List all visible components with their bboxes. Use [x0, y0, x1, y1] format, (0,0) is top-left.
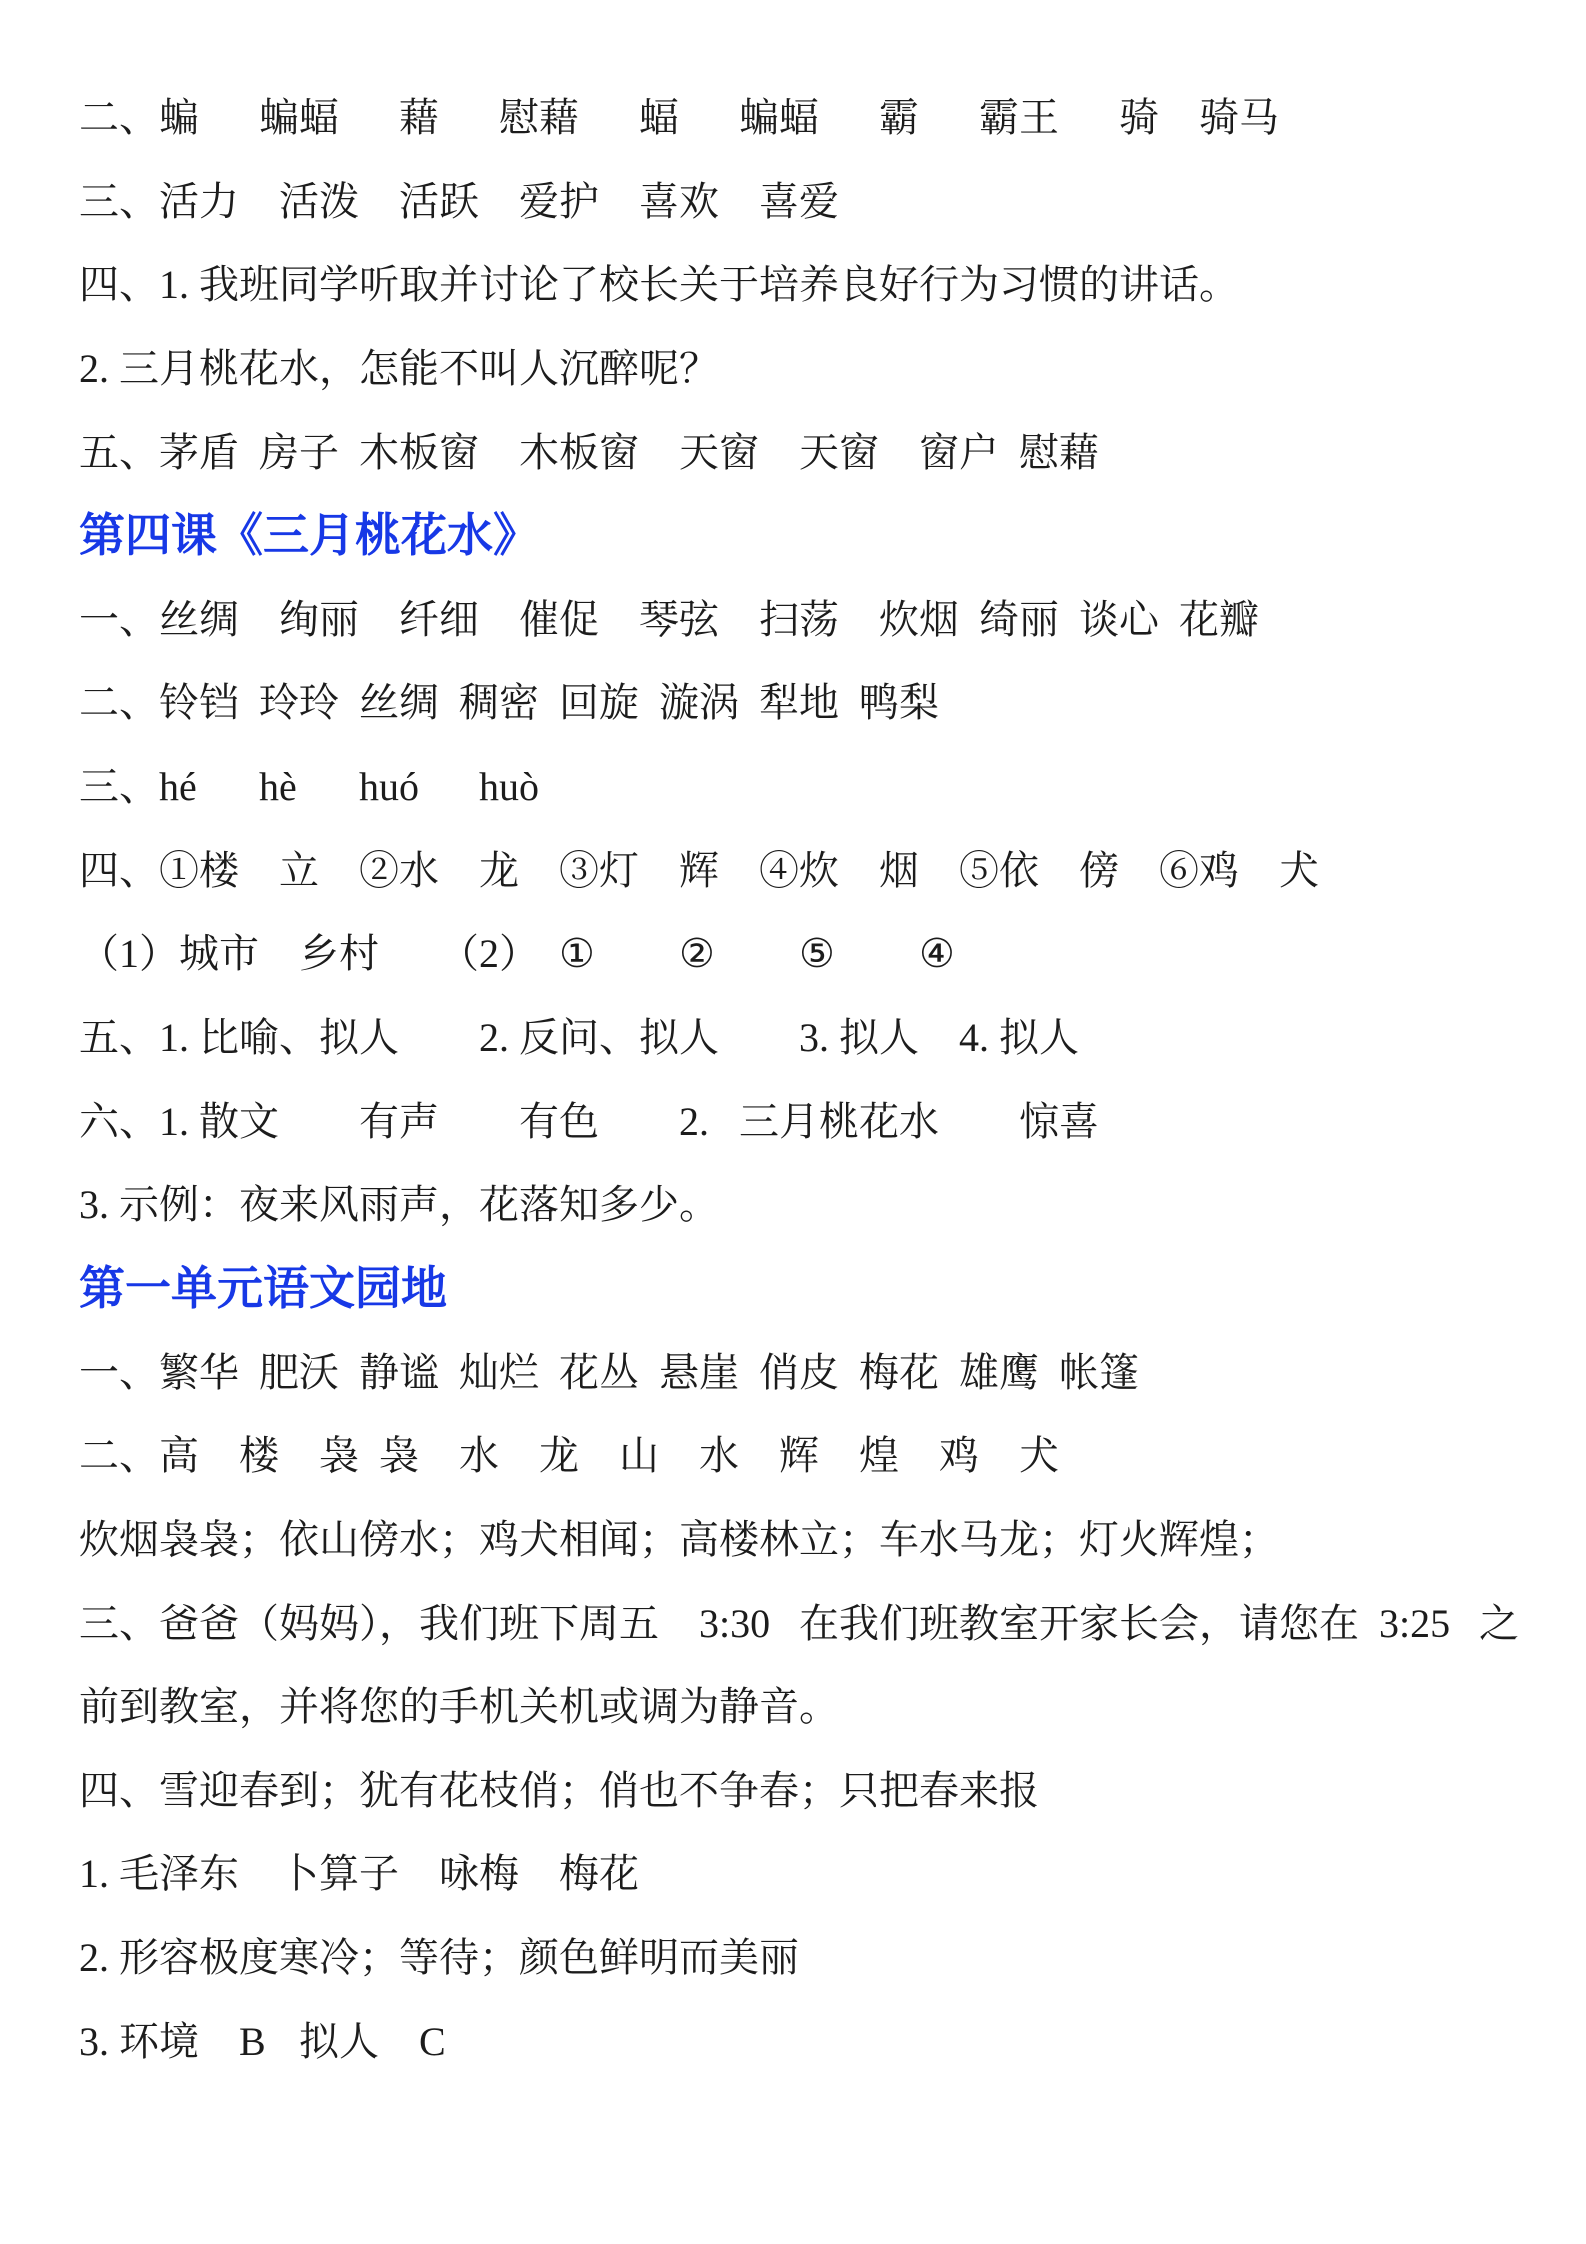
item-number: 2.	[79, 345, 109, 391]
answer-word: 爱护	[519, 178, 599, 224]
answer-word: 拟人	[839, 1015, 919, 1061]
answer-text: 在我们班教室开家长会，请您在	[799, 1600, 1359, 1646]
answer-word: 活跃	[399, 178, 479, 224]
answer-word: 比喻、拟人	[199, 1015, 399, 1061]
answer-line	[79, 160, 1559, 244]
answer-word: 傍	[1079, 847, 1119, 893]
answer-line	[79, 76, 1559, 160]
answer-word: ⑤依	[959, 847, 1039, 893]
question-label: 一、	[79, 596, 159, 642]
item-number: 3.	[799, 1015, 829, 1061]
answer-line	[79, 745, 1559, 829]
answer-line	[79, 829, 1559, 913]
answer-word: 丝绸	[359, 680, 439, 726]
question-label: 六、	[79, 1098, 159, 1144]
answer-word: 立	[279, 847, 319, 893]
answer-line	[79, 1749, 1559, 1833]
answer-word: 烟	[879, 847, 919, 893]
question-label: 三、	[79, 764, 159, 810]
lesson-4-answers	[79, 494, 1559, 1247]
answer-text: 炊烟袅袅；依山傍水；鸡犬相闻；高楼林立；车水马龙；灯火辉煌；	[79, 1516, 1279, 1562]
item-number: 1.	[79, 1851, 109, 1897]
item-number: 2.	[79, 1935, 109, 1981]
answer-choice: C	[419, 2018, 446, 2064]
question-label: 三、	[79, 1600, 159, 1646]
answer-line	[79, 411, 1559, 495]
answer-word: 绮丽	[979, 596, 1059, 642]
pinyin-answer: hè	[259, 764, 297, 810]
item-number: 3.	[79, 2018, 109, 2064]
answer-word: 琴弦	[639, 596, 719, 642]
answer-text: 我班同学听取并讨论了校长关于培养良好行为习惯的讲话。	[199, 262, 1239, 308]
answer-choice: B	[239, 2018, 266, 2064]
answer-word: 煌	[859, 1433, 899, 1479]
answer-word: 鸡	[939, 1433, 979, 1479]
answer-line	[79, 243, 1559, 327]
answer-word: 乡村	[299, 931, 379, 977]
answer-word: 卜算子	[279, 1851, 399, 1897]
answer-line	[79, 2000, 1559, 2084]
question-label: 四、	[79, 1767, 159, 1813]
answer-word: 炊烟	[879, 596, 959, 642]
answer-word: 喜爱	[759, 178, 839, 224]
answer-text: 之	[1479, 1600, 1519, 1646]
answer-word: 肥沃	[259, 1349, 339, 1395]
answer-word: 三月桃花水	[739, 1098, 939, 1144]
answer-word: 花瓣	[1179, 596, 1259, 642]
answer-choice: ②	[679, 931, 715, 977]
answer-word: 犁地	[759, 680, 839, 726]
item-number: 3.	[79, 1182, 109, 1228]
answer-word: 窗户	[919, 429, 999, 475]
answer-word: 梅花	[859, 1349, 939, 1395]
answer-text: 示例：夜来风雨声，花落知多少。	[119, 1182, 719, 1228]
answer-word: 犬	[1019, 1433, 1059, 1479]
answer-word: 楼	[239, 1433, 279, 1479]
answer-word: 绚丽	[279, 596, 359, 642]
answer-word: 龙	[539, 1433, 579, 1479]
answer-word: 活泼	[279, 178, 359, 224]
answer-word: 喜欢	[639, 178, 719, 224]
answer-word: 蝙	[159, 95, 199, 140]
answer-word: 纤细	[399, 596, 479, 642]
answer-choice: ④	[919, 931, 955, 977]
question-label: 一、	[79, 1349, 159, 1395]
answer-word: ④炊	[759, 847, 839, 893]
answer-word: 霸	[879, 95, 919, 140]
answer-word: ②水	[359, 847, 439, 893]
answer-line	[79, 327, 1559, 411]
answer-word: 山	[619, 1433, 659, 1479]
lesson-heading: 第四课《三月桃花水》	[79, 510, 539, 562]
answer-word: 鸭梨	[859, 680, 939, 726]
pinyin-answer: hé	[159, 764, 197, 810]
answer-word: 稠密	[459, 680, 539, 726]
answer-word: 雄鹰	[959, 1349, 1039, 1395]
answer-word: 拟人	[999, 1015, 1079, 1061]
top-answer-section	[79, 76, 1559, 494]
answer-word: 梅花	[559, 1851, 639, 1897]
unit-heading: 第一单元语文园地	[79, 1262, 447, 1314]
answer-text: 形容极度寒冷；等待；颜色鲜明而美丽	[119, 1935, 799, 1981]
sub-question-label: （1）	[79, 931, 179, 977]
answer-line	[79, 1163, 1559, 1247]
answer-word: 蝠	[639, 95, 679, 140]
answer-word: 漩涡	[659, 680, 739, 726]
question-label: 四、	[79, 262, 159, 308]
item-number: 2.	[679, 1098, 709, 1144]
item-number: 1.	[159, 262, 189, 308]
question-label: 四、	[79, 847, 159, 893]
answer-document	[79, 76, 1559, 2083]
item-number: 4.	[959, 1015, 989, 1061]
answer-text: 爸爸（妈妈），我们班下周五	[159, 1600, 659, 1646]
answer-word: 霸王	[979, 95, 1059, 140]
answer-word: 慰藉	[1019, 429, 1099, 475]
answer-line	[79, 1665, 1559, 1749]
answer-word: 蝙蝠	[259, 95, 339, 140]
unit-1-garden-answers	[79, 1247, 1559, 2083]
item-number: 2.	[479, 1015, 509, 1061]
answer-word: 拟人	[299, 2018, 379, 2064]
question-label: 二、	[79, 95, 159, 140]
question-label: 二、	[79, 1433, 159, 1479]
answer-word: 反问、拟人	[519, 1015, 719, 1061]
answer-word: 静谧	[359, 1349, 439, 1395]
answer-choice: ⑤	[799, 931, 835, 977]
answer-word: 灿烂	[459, 1349, 539, 1395]
answer-line	[79, 1916, 1559, 2000]
answer-word: 催促	[519, 596, 599, 642]
answer-word: 蝙蝠	[739, 95, 819, 140]
answer-word: 花丛	[559, 1349, 639, 1395]
answer-word: 繁华	[159, 1349, 239, 1395]
sub-question-label: （2）	[439, 931, 539, 977]
answer-word: 慰藉	[499, 95, 579, 140]
answer-word: 城市	[179, 931, 259, 977]
answer-word: 惊喜	[1019, 1098, 1099, 1144]
answer-word: 辉	[779, 1433, 819, 1479]
answer-word: 环境	[119, 2018, 199, 2064]
answer-word: 天窗	[679, 429, 759, 475]
answer-word: 袅	[319, 1433, 359, 1479]
answer-word: 铃铛	[159, 680, 239, 726]
answer-word: 茅盾	[159, 429, 239, 475]
answer-word: 散文	[199, 1098, 279, 1144]
question-label: 二、	[79, 680, 159, 726]
answer-text: 前到教室，并将您的手机关机或调为静音。	[79, 1684, 839, 1730]
answer-line	[79, 1331, 1559, 1415]
answer-word: 木板窗	[519, 429, 639, 475]
answer-line	[79, 912, 1559, 996]
answer-word: 有色	[519, 1098, 599, 1144]
item-number: 1.	[159, 1015, 189, 1061]
answer-word: 木板窗	[359, 429, 479, 475]
answer-word: 悬崖	[659, 1349, 739, 1395]
answer-line	[79, 661, 1559, 745]
answer-word: 水	[699, 1433, 739, 1479]
answer-word: 犬	[1279, 847, 1319, 893]
answer-word: 辉	[679, 847, 719, 893]
answer-word: 骑	[1119, 95, 1159, 140]
answer-word: ⑥鸡	[1159, 847, 1239, 893]
answer-line	[79, 1414, 1559, 1498]
answer-word: 骑马	[1199, 95, 1279, 140]
answer-word: 扫荡	[759, 596, 839, 642]
answer-word: 谈心	[1079, 596, 1159, 642]
answer-line	[79, 1832, 1559, 1916]
answer-word: 帐篷	[1059, 1349, 1139, 1395]
answer-word: 俏皮	[759, 1349, 839, 1395]
answer-word: 玲玲	[259, 680, 339, 726]
answer-word: 咏梅	[439, 1851, 519, 1897]
question-label: 三、	[79, 178, 159, 224]
answer-word: 回旋	[559, 680, 639, 726]
answer-word: ③灯	[559, 847, 639, 893]
answer-line	[79, 1582, 1559, 1666]
pinyin-answer: huò	[479, 764, 539, 810]
answer-word: 毛泽东	[119, 1851, 239, 1897]
answer-word: 活力	[159, 178, 239, 224]
answer-line	[79, 578, 1559, 662]
answer-choice: ①	[559, 931, 595, 977]
answer-text: 三月桃花水，怎能不叫人沉醉呢？	[119, 345, 719, 391]
question-label: 五、	[79, 429, 159, 475]
answer-word: 水	[459, 1433, 499, 1479]
answer-word: ①楼	[159, 847, 239, 893]
answer-line	[79, 996, 1559, 1080]
answer-word: 袅	[379, 1433, 419, 1479]
answer-word: 天窗	[799, 429, 879, 475]
answer-line	[79, 1498, 1559, 1582]
answer-word: 房子	[259, 429, 339, 475]
answer-word: 丝绸	[159, 596, 239, 642]
question-label: 五、	[79, 1015, 159, 1061]
meeting-time: 3:30	[699, 1600, 771, 1646]
answer-word: 龙	[479, 847, 519, 893]
pinyin-answer: huó	[359, 764, 419, 810]
answer-text: 雪迎春到；犹有花枝俏；俏也不争春；只把春来报	[159, 1767, 1039, 1813]
answer-line	[79, 1080, 1559, 1164]
answer-word: 藉	[399, 95, 439, 140]
arrival-time: 3:25	[1379, 1600, 1451, 1646]
answer-word: 有声	[359, 1098, 439, 1144]
item-number: 1.	[159, 1098, 189, 1144]
answer-word: 高	[159, 1433, 199, 1479]
